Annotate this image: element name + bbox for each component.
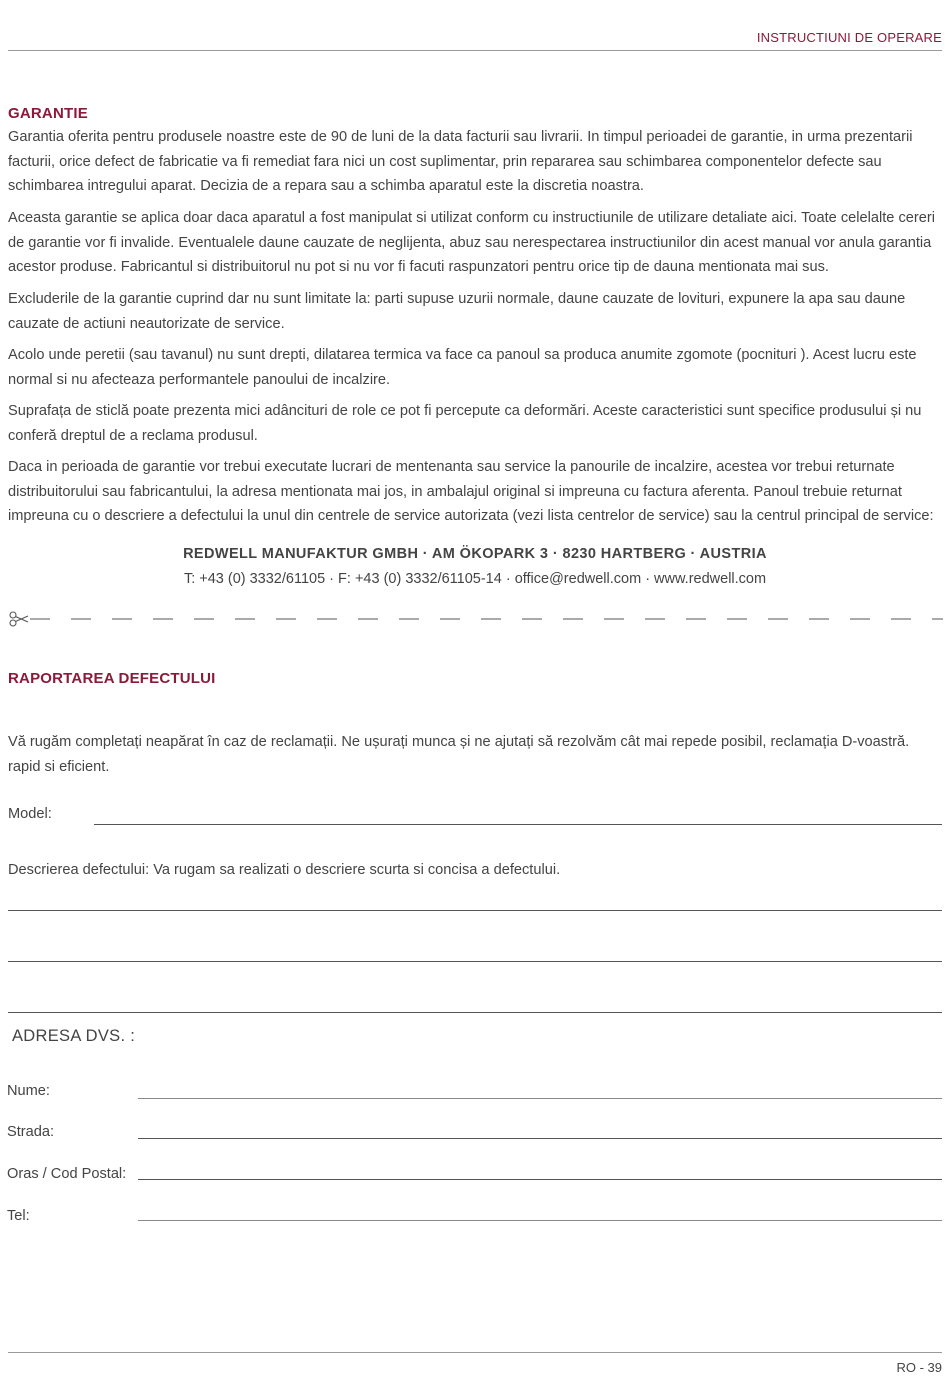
defect-line-2[interactable] [8,961,942,962]
company-contact: T: +43 (0) 3332/61105 · F: +43 (0) 3332/61105-14 · office@redwell.com · www.redwell.com [183,571,767,587]
phone-field[interactable] [138,1220,942,1221]
footer-rule [8,1352,942,1353]
page-number: RO - 39 [896,1360,942,1375]
header-rule [8,50,942,51]
garantie-paragraph-4: Acolo unde peretii (sau tavanul) nu sunt drepti, dilatarea termica va face ca panoul sa produca anumite zgomote (pocnituri ). Acest lucru este normal si nu afecteaza performantele panoului de incalzire. [8,347,917,388]
cut-line [8,608,943,630]
city-postal-field[interactable] [138,1179,942,1180]
garantie-paragraph-6: Daca in perioada de garantie vor trebui executate lucrari de mentenanta sau service la panourile de incalzire, acestea vor trebui returnate distribuitorului sau fabricantului, la adresa mentionata mai jos, in ambalajul original si impreuna cu factura aferenta. Panoul trebuie returnat impreuna cu o descriere a defectului la unul din centrele de service autorizata (vezi lista centrelor de service) sau la centrul principal de service: [8,459,934,525]
garantie-paragraph-3: Excluderile de la garantie cuprind dar nu sunt limitate la: parti supuse uzurii normale, daune cauzate de lovituri, expunere la apa sau daune cauzate de actiuni neautorizate de service. [8,291,906,332]
raport-intro: Vă rugăm completați neapărat în caz de reclamații. Ne ușurați munca și ne ajutați să rezolvăm cât mai repede posibil, reclamația D-voastră. rapid si eficient. [8,734,910,775]
scissors-icon [10,612,28,626]
defect-line-1[interactable] [8,910,942,911]
street-field[interactable] [138,1138,942,1139]
garantie-paragraph-1: Garantia oferita pentru produsele noastre este de 90 de luni de la data facturii sau livrarii. In timpul perioadei de garantie, in urma prezentarii facturii, orice defect de fabricatie va fi remediat fara nici un cost suplimentar, prin repararea sau schimbarea componentelor defecte sau schimbarea intregului aparat. Decizia de a repara sau a schimba aparatul este la discretia noastra. [8,129,913,195]
garantie-heading: GARANTIE [8,105,88,122]
model-label: Model: [8,806,52,822]
name-field[interactable] [138,1098,942,1099]
name-label: Nume: [7,1083,50,1099]
phone-label: Tel: [7,1208,30,1224]
raport-heading: RAPORTAREA DEFECTULUI [8,670,216,687]
model-field[interactable] [94,824,942,825]
defect-label: Descrierea defectului: Va rugam sa realizati o descriere scurta si concisa a defectului. [8,862,561,878]
address-title: ADRESA DVS. : [12,1027,136,1045]
city-postal-label: Oras / Cod Postal: [7,1166,127,1182]
street-label: Strada: [7,1124,55,1140]
running-header: INSTRUCTIUNI DE OPERARE [756,30,942,45]
company-address: REDWELL MANUFAKTUR GMBH · AM ÖKOPARK 3 · 8230 HARTBERG · AUSTRIA [183,546,767,562]
defect-line-3[interactable] [8,1012,942,1013]
garantie-paragraph-5: Suprafața de sticlă poate prezenta mici adâncituri de role ce pot fi percepute ca deformări. Aceste caracteristici sunt specifice produsului și nu conferă dreptul de a reclama produsul. [8,403,922,444]
garantie-paragraph-2: Aceasta garantie se aplica doar daca aparatul a fost manipulat si utilizat conform cu instructiunile de utilizare detaliate aici. Toate celelalte cereri de garantie vor fi invalide. Eventualele daune cauzate de neglijenta, abuz sau nerespectarea instructiunilor din acest manual vor anula garantia acestor produse. Fabricantul si distribuitorul nu pot si nu vor fi facuti raspunzatori pentru orice tip de dauna mentionata mai sus. [8,210,935,276]
